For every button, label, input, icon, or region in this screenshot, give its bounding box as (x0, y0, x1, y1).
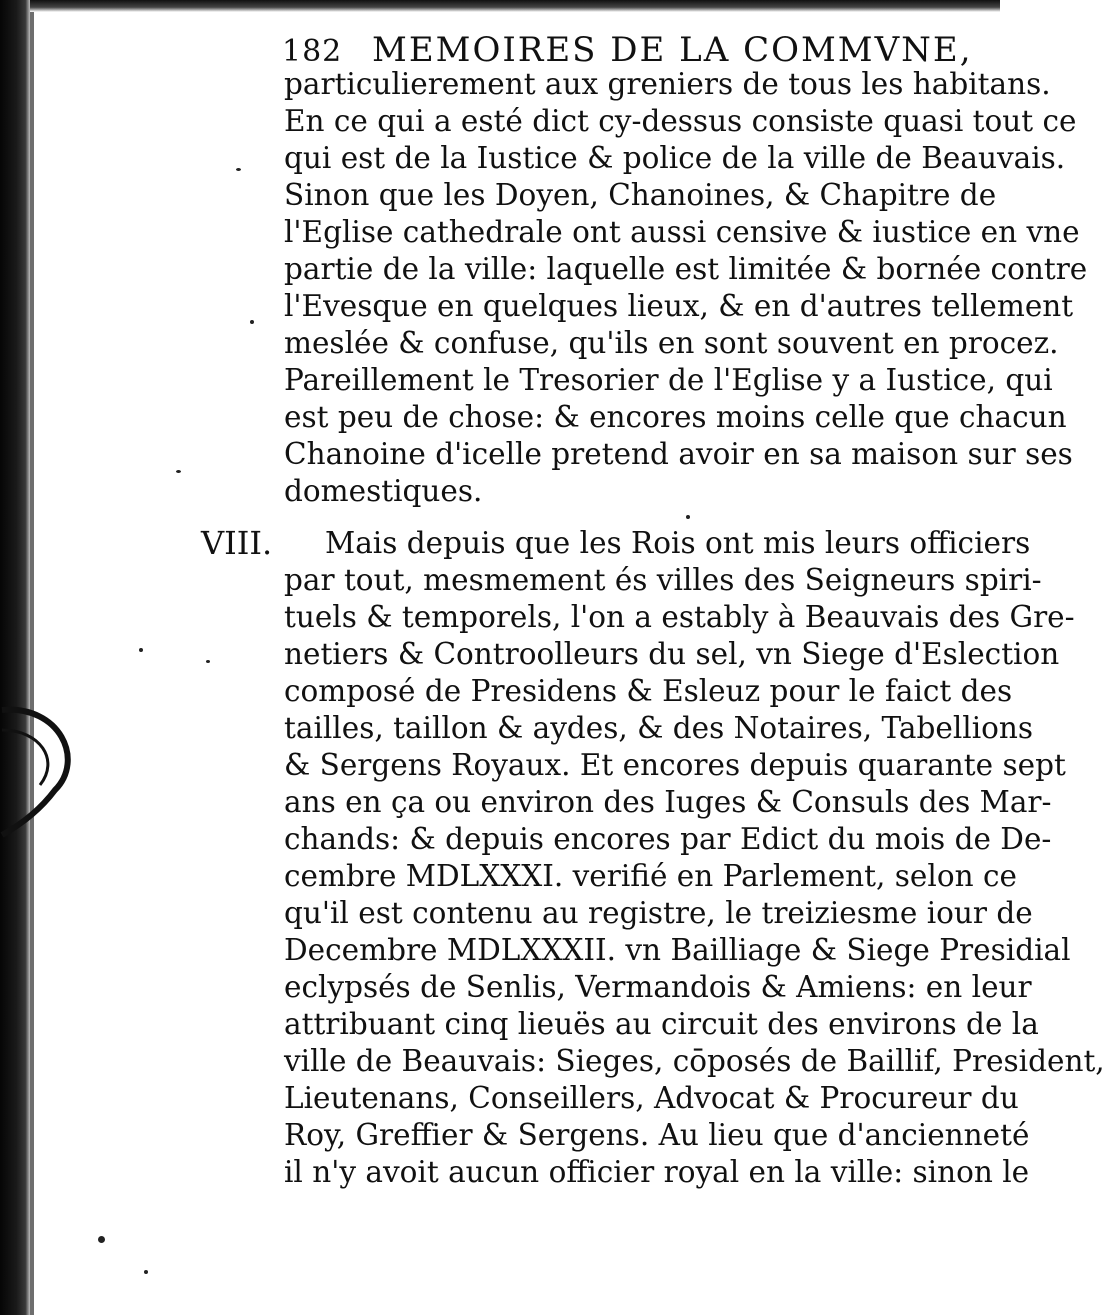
text-line: composé de Presidens & Esleuz pour le faict des (284, 674, 1013, 708)
text-line: tailles, taillon & aydes, & des Notaires, Tabellions (284, 711, 1034, 745)
text-line: Chanoine d'icelle pretend avoir en sa maison sur ses (284, 437, 1073, 471)
page-number: 182 (282, 34, 343, 69)
page-top-edge (30, 0, 1000, 12)
ink-speck (98, 1236, 105, 1243)
text-line: qui est de la Iustice & police de la ville de Beauvais. (284, 141, 1066, 175)
text-line: attribuant cinq lieuës au circuit des environs de la (284, 1007, 1039, 1041)
text-line: netiers & Controolleurs du sel, vn Siege d'Eslection (284, 637, 1060, 671)
text-line: est peu de chose: & encores moins celle que chacun (284, 400, 1067, 434)
body-text (0, 66, 1105, 1226)
text-line: Decembre MDLXXXII. vn Bailliage & Siege Presidial (284, 933, 1071, 967)
text-line: Lieutenans, Conseillers, Advocat & Procureur du (284, 1081, 1019, 1115)
text-line: & Sergens Royaux. Et encores depuis quarante sept (284, 748, 1066, 782)
running-head: MEMOIRES DE LA COMMVNE, (372, 30, 973, 70)
text-line: Sinon que les Doyen, Chanoines, & Chapitre de (284, 178, 997, 212)
text-line: qu'il est contenu au registre, le treiziesme iour de (284, 896, 1033, 930)
section-numeral: VIII. (201, 524, 273, 562)
text-line: partie de la ville: laquelle est limitée & bornée contre (284, 252, 1088, 286)
text-line: Roy, Greffier & Sergens. Au lieu que d'ancienneté (284, 1118, 1030, 1152)
text-line: En ce qui a esté dict cy-dessus consiste quasi tout ce (284, 104, 1077, 138)
ink-speck (144, 1270, 148, 1274)
text-line: Mais depuis que les Rois ont mis leurs officiers (325, 526, 1031, 560)
text-line: meslée & confuse, qu'ils en sont souvent en procez. (284, 326, 1059, 360)
text-line: ville de Beauvais: Sieges, cōposés de Baillif, President, (284, 1044, 1105, 1078)
text-line: il n'y avoit aucun officier royal en la ville: sinon le (284, 1155, 1030, 1189)
text-line: l'Evesque en quelques lieux, & en d'autres tellement (284, 289, 1074, 323)
text-line: chands: & depuis encores par Edict du mois de De- (284, 822, 1052, 856)
text-line: ans en ça ou environ des Iuges & Consuls des Mar- (284, 785, 1052, 819)
text-line: tuels & temporels, l'on a estably à Beauvais des Gre- (284, 600, 1075, 634)
text-line: particulierement aux greniers de tous les habitans. (284, 67, 1051, 101)
text-line: Pareillement le Tresorier de l'Eglise y a Iustice, qui (284, 363, 1053, 397)
text-line: eclypsés de Senlis, Vermandois & Amiens: en leur (284, 970, 1032, 1004)
text-line: domestiques. (284, 474, 483, 508)
text-line: par tout, mesmement és villes des Seigneurs spiri- (284, 563, 1042, 597)
text-line: cembre MDLXXXI. verifié en Parlement, selon ce (284, 859, 1017, 893)
text-line: l'Eglise cathedrale ont aussi censive & iustice en vne (284, 215, 1080, 249)
